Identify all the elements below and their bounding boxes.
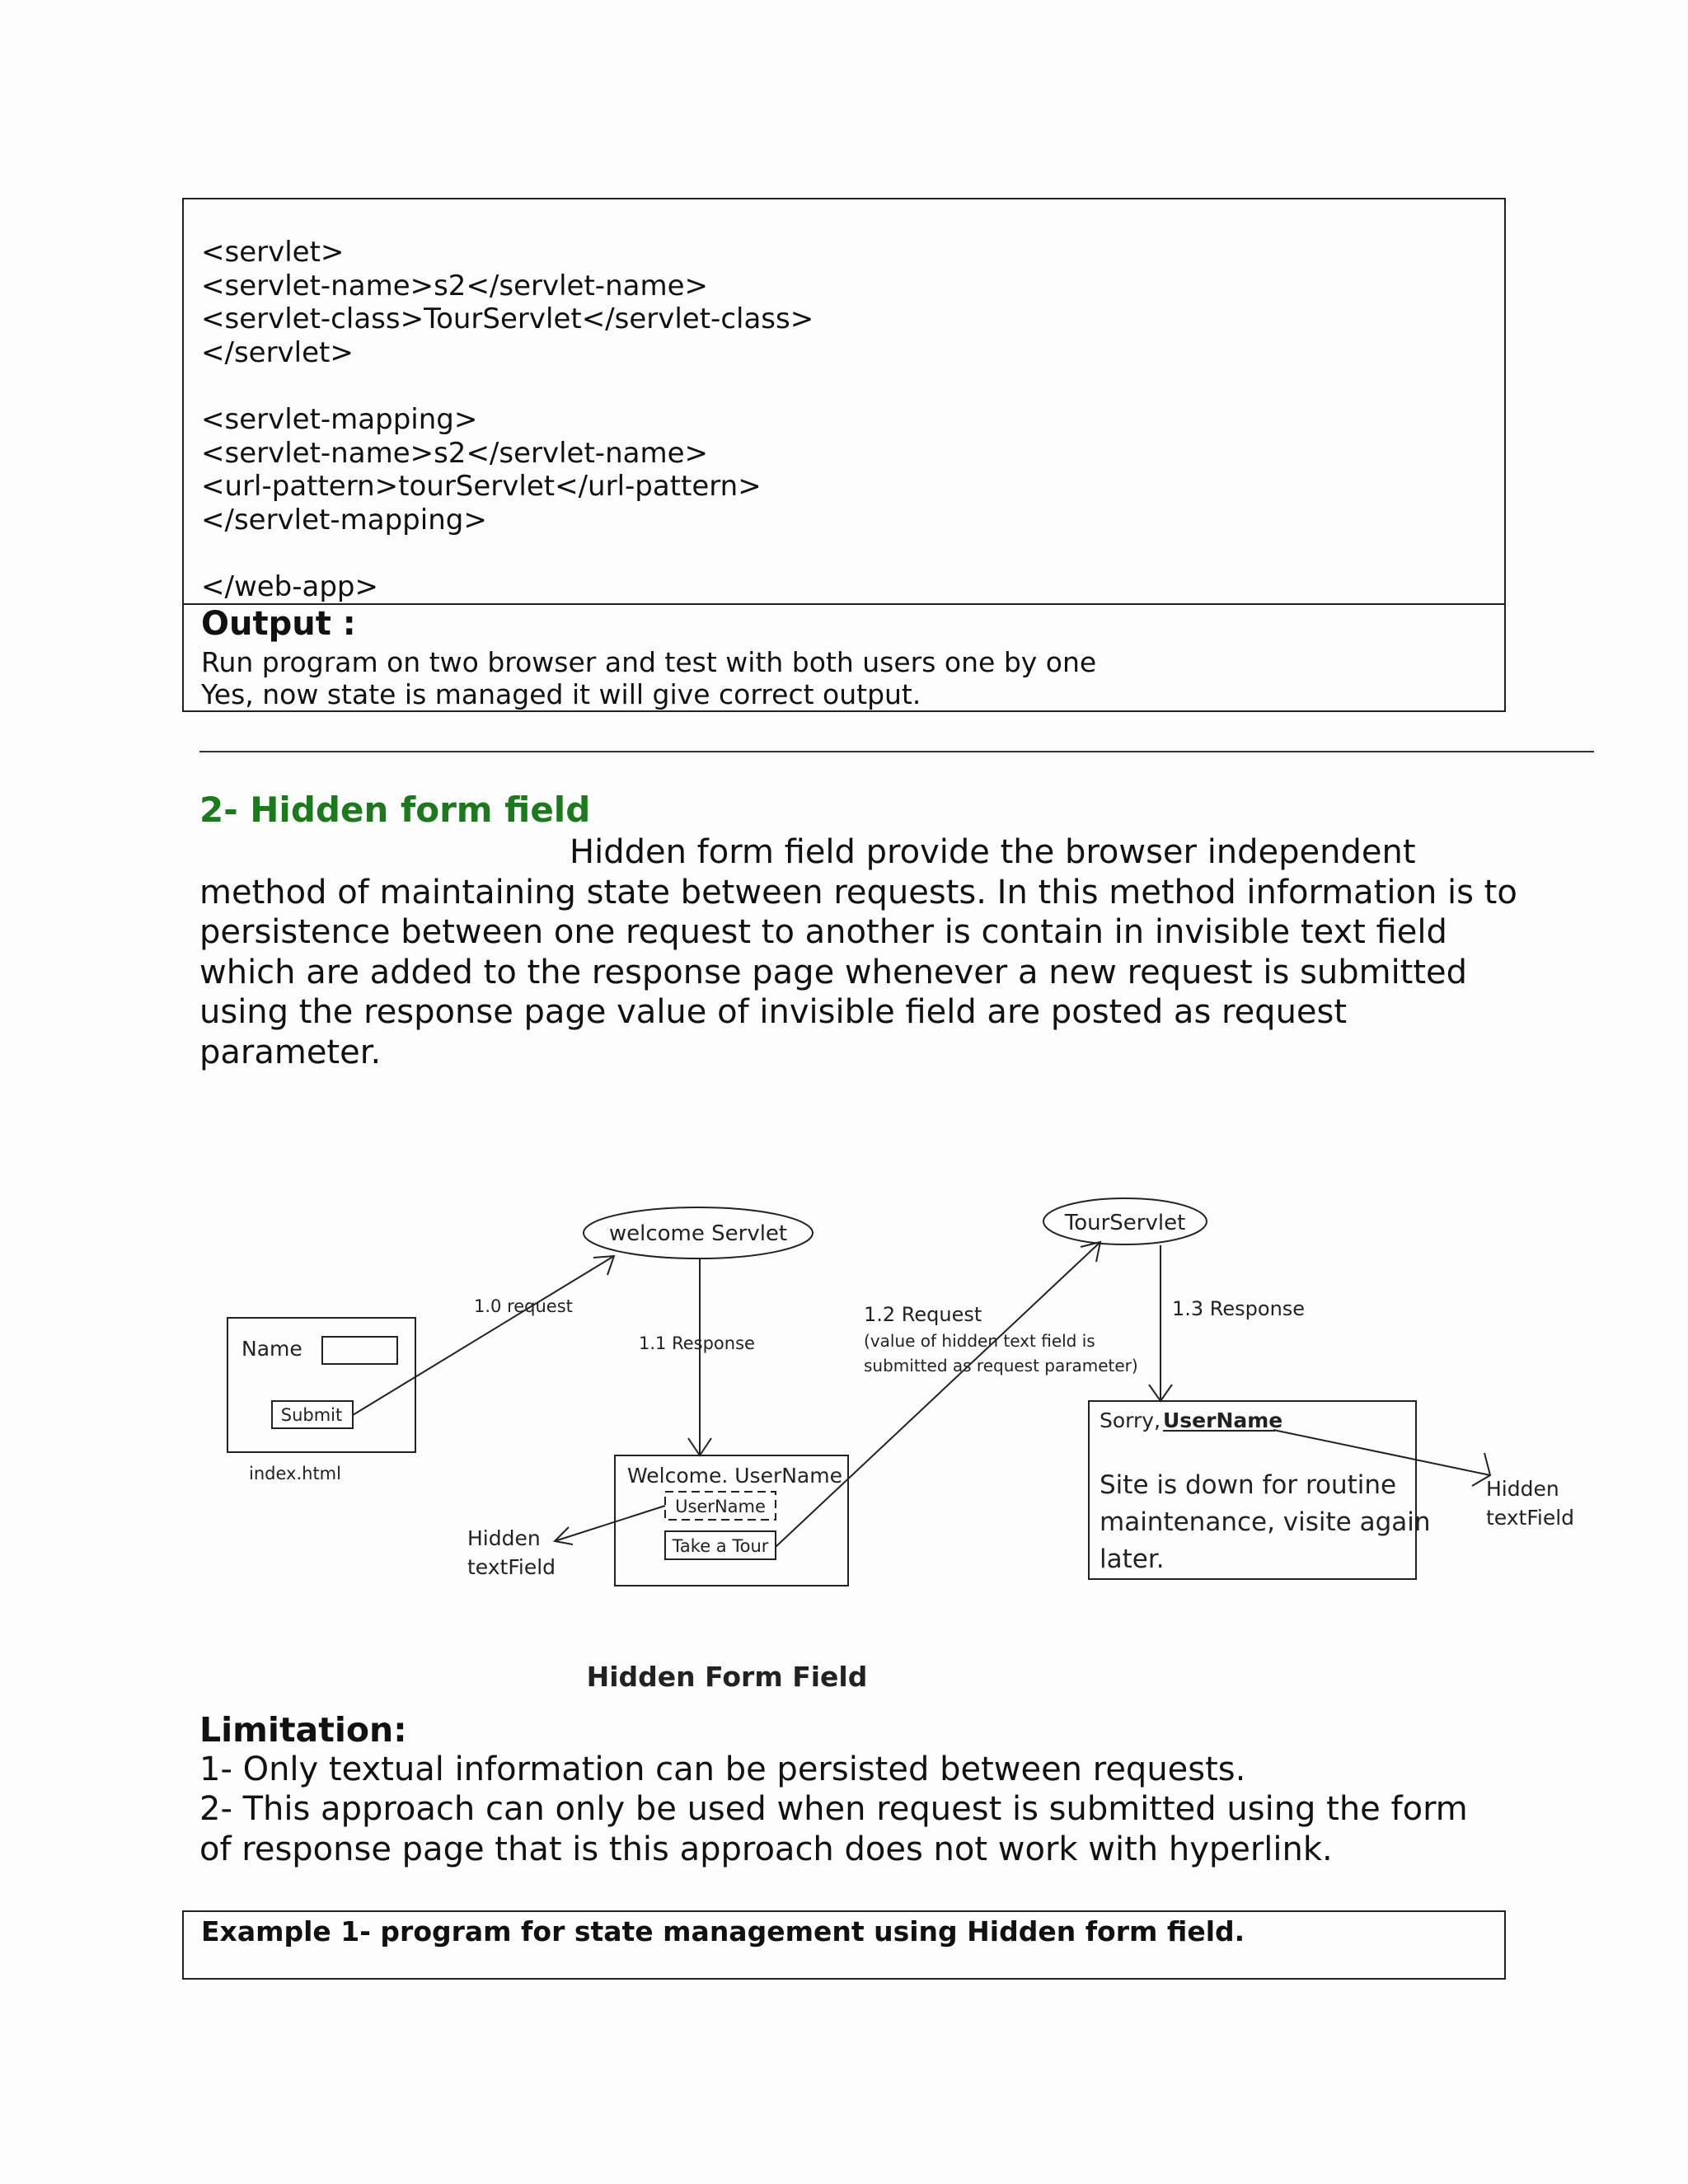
limitation-line-2: 2- This approach can only be used when request is submitted using the form: [199, 1790, 1468, 1828]
arrow-1-2-request: [776, 1242, 1100, 1547]
code-line: <servlet-mapping>: [201, 402, 478, 436]
name-input: [322, 1337, 397, 1364]
request-1-2-label: 1.2 Request: [864, 1303, 982, 1326]
username-hidden-label: UserName: [675, 1497, 766, 1516]
site-down-line-2: maintenance, visite again: [1100, 1507, 1431, 1537]
example-title: Example 1- program for state management using Hidden form field.: [201, 1915, 1245, 1947]
output-line-1: Run program on two browser and test with both users one by one: [201, 646, 1097, 678]
limitation-line-1: 1- Only textual information can be persisted between requests.: [199, 1750, 1246, 1788]
site-down-line-3: later.: [1100, 1544, 1165, 1574]
code-line: </servlet-mapping>: [201, 503, 487, 537]
divider: [199, 751, 1594, 752]
section-paragraph: [199, 832, 1518, 1072]
code-line: <servlet-class>TourServlet</servlet-class>: [201, 302, 814, 336]
take-tour-label: Take a Tour: [672, 1536, 769, 1556]
section-title: 2- Hidden form field: [199, 790, 591, 830]
code-line: <servlet-name>s2</servlet-name>: [201, 436, 708, 470]
sorry-prefix-label: Sorry,: [1100, 1408, 1161, 1432]
code-line: [201, 369, 814, 403]
code-line: </web-app>: [201, 569, 379, 603]
sorry-username-label: UserName: [1163, 1408, 1283, 1432]
code-line: <url-pattern>tourServlet</url-pattern>: [201, 470, 762, 504]
name-label: Name: [241, 1337, 302, 1361]
code-line: <servlet>: [201, 236, 345, 269]
index-html-label: index.html: [249, 1464, 341, 1483]
hidden-left-label-1: Hidden: [467, 1526, 541, 1550]
site-down-line-1: Site is down for routine: [1100, 1470, 1397, 1500]
diagram-caption: Hidden Form Field: [586, 1661, 868, 1693]
hidden-form-field-diagram: [214, 1187, 1599, 1714]
arrow-1-0-request: [353, 1256, 614, 1415]
example-box: [182, 1910, 1506, 1980]
code-line: <servlet-name>s2</servlet-name>: [201, 269, 708, 302]
paragraph-text: Hidden form field provide the browser independent method of maintaining state between requests. In this method information is to persistence between one request to another is contain in invisible text field which are added to the response page whenever a new request is submitted using the response page value of invisible field are posted as request parameter.: [199, 833, 1517, 1071]
code-line: [201, 537, 814, 570]
submit-label: Submit: [280, 1405, 343, 1425]
arrow-hidden-right: [1273, 1430, 1490, 1475]
response-1-1-label: 1.1 Response: [639, 1333, 755, 1353]
code-block: [201, 236, 814, 604]
output-box: [182, 603, 1506, 712]
hidden-right-label-2: textField: [1486, 1506, 1575, 1530]
output-heading: Output :: [201, 605, 356, 643]
arrow-hidden-left: [555, 1506, 665, 1541]
limitation-line-3: of response page that is this approach does not work with hyperlink.: [199, 1830, 1333, 1868]
welcome-servlet-label: welcome Servlet: [608, 1221, 788, 1246]
request-1-0-label: 1.0 request: [474, 1296, 573, 1316]
hidden-left-label-2: textField: [467, 1555, 556, 1579]
welcome-username-text: Welcome. UserName: [627, 1464, 842, 1488]
code-line: </servlet>: [201, 335, 354, 369]
limitation-heading: Limitation:: [199, 1710, 407, 1750]
request-1-2-note-2: submitted as request parameter): [864, 1356, 1138, 1376]
output-line-2: Yes, now state is managed it will give correct output.: [201, 678, 921, 710]
request-1-2-note-1: (value of hidden text field is: [864, 1331, 1095, 1351]
tour-servlet-label: TourServlet: [1064, 1211, 1186, 1235]
hidden-right-label-1: Hidden: [1486, 1477, 1559, 1501]
response-1-3-label: 1.3 Response: [1172, 1297, 1306, 1320]
